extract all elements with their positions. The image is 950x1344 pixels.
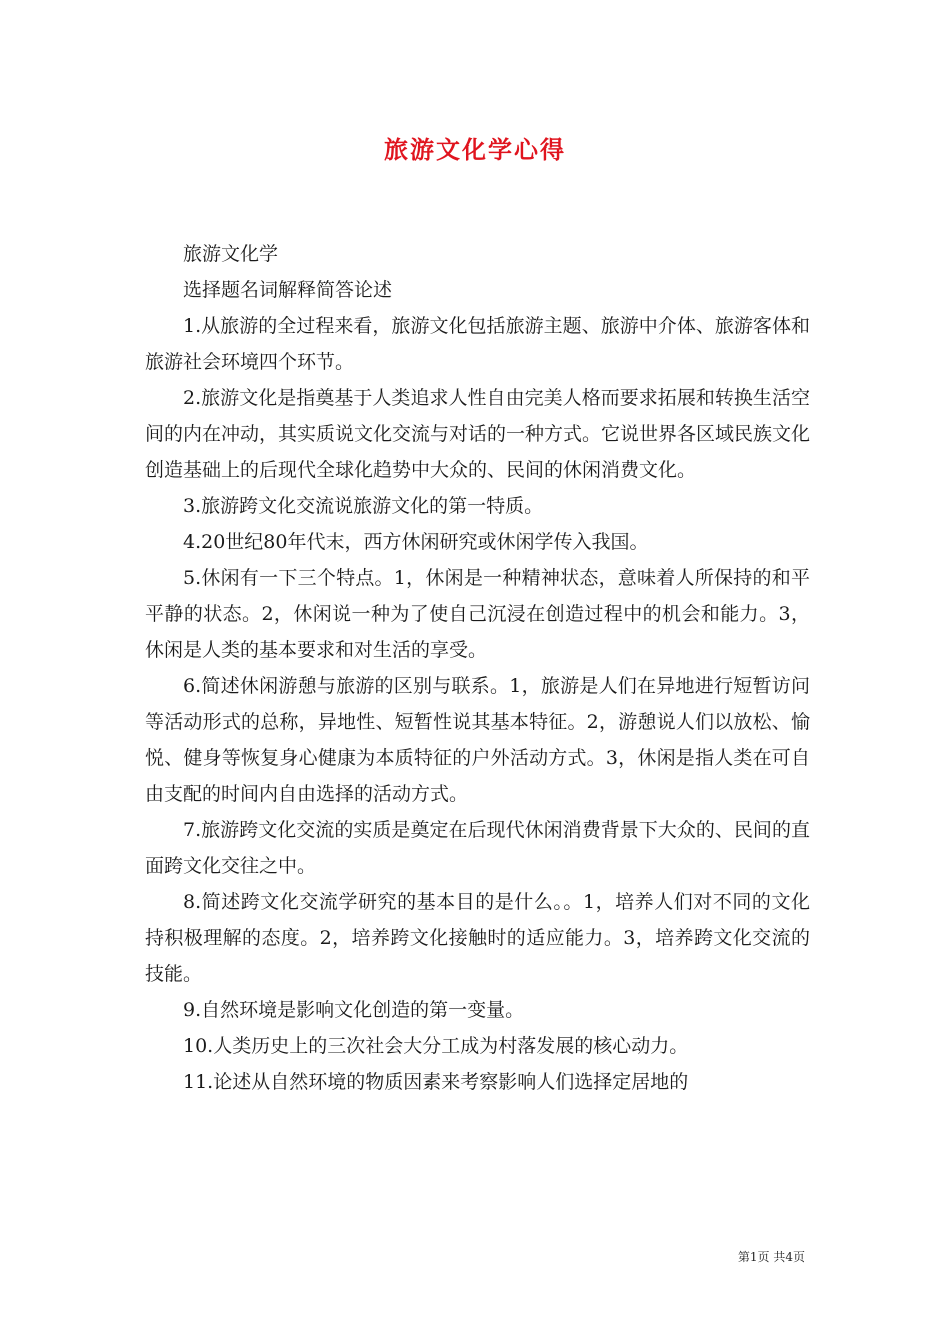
paragraph: 9.自然环境是影响文化创造的第一变量。	[183, 999, 525, 1021]
page-number: 第1页 共4页	[737, 1250, 805, 1264]
paragraph: 8.简述跨文化交流学研究的基本目的是什么。。1，培养人们对不同的文化持积极理解的态度。2，培养跨文化接触时的适应能力。3，培养跨文化交流的技能。	[145, 891, 810, 985]
paragraph: 选择题名词解释简答论述	[183, 279, 393, 301]
paragraph: 11.论述从自然环境的物质因素来考察影响人们选择定居地的	[183, 1071, 689, 1093]
document-title: 旅游文化学心得	[384, 135, 566, 164]
paragraph: 1.从旅游的全过程来看，旅游文化包括旅游主题、旅游中介体、旅游客体和旅游社会环境四个环节。	[145, 315, 810, 373]
paragraph: 6.简述休闲游憩与旅游的区别与联系。1，旅游是人们在异地进行短暂访问等活动形式的总称，异地性、短暂性说其基本特征。2，游憩说人们以放松、愉悦、健身等恢复身心健康为本质特征的户外活动方式。3，休闲是指人类在可自由支配的时间内自由选择的活动方式。	[145, 675, 810, 805]
paragraph: 旅游文化学	[183, 243, 279, 265]
paragraph: 3.旅游跨文化交流说旅游文化的第一特质。	[183, 495, 544, 517]
document-body	[145, 236, 810, 1100]
paragraph: 7.旅游跨文化交流的实质是奠定在后现代休闲消费背景下大众的、民间的直面跨文化交往之中。	[145, 819, 810, 877]
paragraph: 5.休闲有一下三个特点。1，休闲是一种精神状态，意味着人所保持的和平平静的状态。2，休闲说一种为了使自己沉浸在创造过程中的机会和能力。3，休闲是人类的基本要求和对生活的享受。	[145, 567, 810, 661]
paragraph: 4.20世纪80年代末，西方休闲研究或休闲学传入我国。	[183, 531, 649, 553]
paragraph: 10.人类历史上的三次社会大分工成为村落发展的核心动力。	[183, 1035, 689, 1057]
paragraph: 2.旅游文化是指奠基于人类追求人性自由完美人格而要求拓展和转换生活空间的内在冲动，其实质说文化交流与对话的一种方式。它说世界各区域民族文化创造基础上的后现代全球化趋势中大众的、民间的休闲消费文化。	[145, 387, 811, 481]
